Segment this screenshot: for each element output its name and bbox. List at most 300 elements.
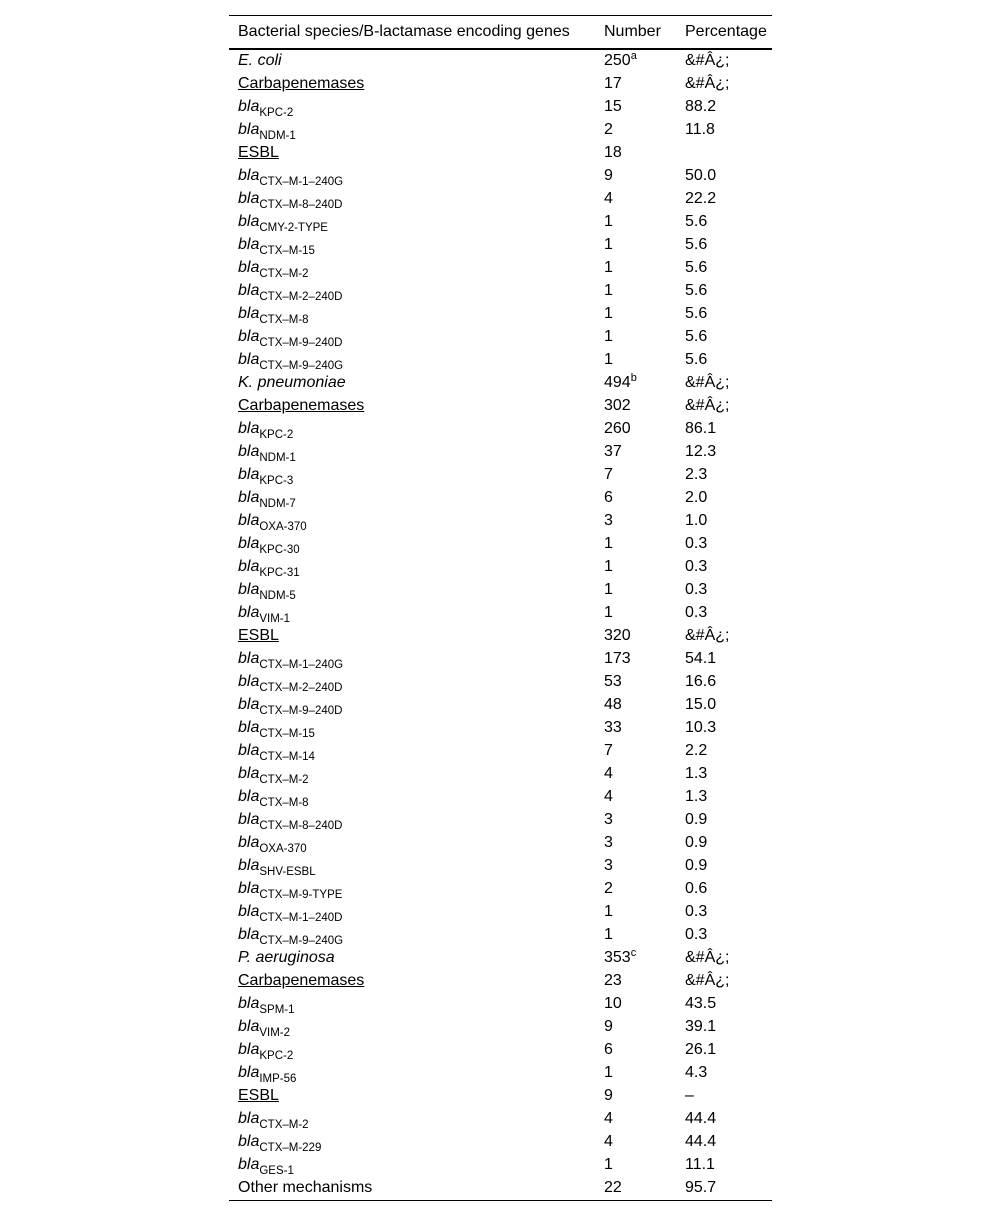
gene-variant-subscript: CTX–M-9–240G	[259, 360, 344, 372]
percentage-cell: 5.6	[685, 282, 708, 299]
percentage-cell: &#Â¿;	[685, 75, 730, 92]
number-cell	[595, 349, 676, 372]
gene-variant-subscript: CTX–M-14	[259, 751, 315, 763]
number-cell	[595, 855, 676, 878]
gene-cell	[229, 349, 595, 372]
table-row	[229, 96, 772, 119]
group-label: ESBL	[238, 627, 279, 644]
percentage-cell: 5.6	[685, 236, 708, 253]
gene-cell	[229, 786, 595, 809]
gene-cell	[229, 1016, 595, 1039]
percentage-cell: 5.6	[685, 328, 708, 345]
gene-prefix: bla	[238, 857, 260, 874]
gene-variant-subscript: CTX–M-1–240G	[259, 659, 344, 671]
gene-prefix: bla	[238, 512, 260, 529]
table-row	[229, 487, 772, 510]
number-cell	[595, 211, 676, 234]
gene-variant-subscript: CTX–M-8	[259, 314, 309, 326]
resistance-genes-table	[229, 15, 772, 1201]
percentage-cell: 2.0	[685, 489, 708, 506]
gene-variant-subscript: CTX–M-2–240D	[259, 682, 343, 694]
number-value: 4	[604, 765, 613, 782]
table-row	[229, 395, 772, 418]
table-row	[229, 671, 772, 694]
number-value: 1	[604, 604, 613, 621]
number-cell	[595, 234, 676, 257]
number-value: 4	[604, 190, 613, 207]
number-value: 4	[604, 1110, 613, 1127]
gene-cell	[229, 165, 595, 188]
gene-cell	[229, 556, 595, 579]
gene-cell	[229, 1108, 595, 1131]
table-row	[229, 119, 772, 142]
number-cell	[595, 96, 676, 119]
gene-cell	[229, 740, 595, 763]
number-value: 9	[604, 1087, 613, 1104]
number-cell	[595, 1085, 676, 1108]
number-value: 1	[604, 351, 613, 368]
species-cell	[229, 947, 595, 970]
number-cell	[595, 257, 676, 280]
number-cell	[595, 579, 676, 602]
number-cell	[595, 832, 676, 855]
number-value: 3	[604, 811, 613, 828]
table-row	[229, 211, 772, 234]
table-row	[229, 694, 772, 717]
table-row	[229, 717, 772, 740]
table-row	[229, 878, 772, 901]
percentage-cell: 5.6	[685, 213, 708, 230]
gene-cell	[229, 257, 595, 280]
gene-variant-subscript: NDM-5	[259, 590, 296, 602]
gene-variant-subscript: IMP-56	[259, 1073, 297, 1085]
species-name: E. coli	[238, 52, 282, 69]
number-cell	[595, 1131, 676, 1154]
gene-prefix: bla	[238, 673, 260, 690]
footnote-mark: c	[630, 947, 637, 959]
group-cell	[229, 73, 595, 96]
gene-prefix: bla	[238, 788, 260, 805]
number-cell	[595, 119, 676, 142]
gene-prefix: bla	[238, 903, 260, 920]
number-cell	[595, 1039, 676, 1062]
percentage-cell: &#Â¿;	[685, 397, 730, 414]
number-value: 3	[604, 857, 613, 874]
gene-prefix: bla	[238, 443, 260, 460]
gene-variant-subscript: SPM-1	[259, 1004, 295, 1016]
table-row	[229, 510, 772, 533]
number-value: 3	[604, 512, 613, 529]
number-value: 2	[604, 880, 613, 897]
table-row	[229, 1177, 772, 1201]
table-row	[229, 579, 772, 602]
gene-variant-subscript: CTX–M-2–240D	[259, 291, 343, 303]
number-value: 48	[604, 696, 622, 713]
gene-cell	[229, 533, 595, 556]
number-cell	[595, 510, 676, 533]
number-cell	[595, 280, 676, 303]
gene-cell	[229, 648, 595, 671]
table-row	[229, 993, 772, 1016]
gene-variant-subscript: CTX–M-8–240D	[259, 820, 343, 832]
group-cell	[229, 142, 595, 165]
gene-variant-subscript: CTX–M-9-TYPE	[259, 889, 343, 901]
number-cell	[595, 671, 676, 694]
gene-prefix: bla	[238, 328, 260, 345]
table-row	[229, 1039, 772, 1062]
number-value: 23	[604, 972, 622, 989]
number-value: 1	[604, 581, 613, 598]
percentage-cell: 0.3	[685, 903, 708, 920]
table-row	[229, 556, 772, 579]
footnote-mark: a	[630, 50, 637, 62]
percentage-cell	[676, 142, 772, 165]
row-label: Other mechanisms	[238, 1179, 373, 1196]
group-label: ESBL	[238, 144, 279, 161]
percentage-cell: 11.8	[685, 121, 715, 138]
percentage-cell: 5.6	[685, 305, 708, 322]
species-cell	[229, 49, 595, 73]
percentage-cell: &#Â¿;	[685, 949, 730, 966]
number-value: 2	[604, 121, 613, 138]
percentage-cell: 16.6	[685, 673, 717, 690]
table-row	[229, 1062, 772, 1085]
number-value: 9	[604, 1018, 613, 1035]
number-value: 1	[604, 259, 613, 276]
gene-prefix: bla	[238, 696, 260, 713]
number-cell	[595, 142, 676, 165]
gene-prefix: bla	[238, 1156, 260, 1173]
percentage-cell: 0.3	[685, 604, 708, 621]
gene-variant-subscript: OXA-370	[259, 521, 307, 533]
gene-cell	[229, 878, 595, 901]
percentage-cell: 39.1	[685, 1018, 717, 1035]
number-cell	[595, 73, 676, 96]
gene-cell	[229, 487, 595, 510]
percentage-cell: 4.3	[685, 1064, 708, 1081]
number-cell	[595, 602, 676, 625]
percentage-cell: 15.0	[685, 696, 717, 713]
number-cell	[595, 1108, 676, 1131]
footnote-mark: b	[630, 372, 637, 384]
gene-prefix: bla	[238, 305, 260, 322]
number-cell	[595, 924, 676, 947]
gene-cell	[229, 671, 595, 694]
gene-prefix: bla	[238, 581, 260, 598]
gene-variant-subscript: KPC-2	[259, 1050, 294, 1062]
gene-cell	[229, 1154, 595, 1177]
gene-prefix: bla	[238, 351, 260, 368]
table-row	[229, 625, 772, 648]
percentage-cell: 0.3	[685, 535, 708, 552]
gene-variant-subscript: CTX–M-8	[259, 797, 309, 809]
gene-cell	[229, 855, 595, 878]
number-value: 353	[604, 949, 631, 966]
number-value: 1	[604, 213, 613, 230]
gene-variant-subscript: CTX–M-1–240G	[259, 176, 344, 188]
number-cell	[595, 165, 676, 188]
gene-prefix: bla	[238, 1110, 260, 1127]
gene-prefix: bla	[238, 259, 260, 276]
gene-variant-subscript: CTX–M-2	[259, 1119, 309, 1131]
gene-prefix: bla	[238, 811, 260, 828]
table-row	[229, 280, 772, 303]
gene-variant-subscript: CTX–M-9–240G	[259, 935, 344, 947]
gene-prefix: bla	[238, 466, 260, 483]
table-row	[229, 648, 772, 671]
number-value: 18	[604, 144, 622, 161]
gene-cell	[229, 303, 595, 326]
gene-prefix: bla	[238, 535, 260, 552]
number-value: 3	[604, 834, 613, 851]
gene-cell	[229, 924, 595, 947]
number-value: 37	[604, 443, 622, 460]
percentage-cell: 5.6	[685, 259, 708, 276]
percentage-cell: 11.1	[685, 1156, 715, 1173]
number-value: 173	[604, 650, 631, 667]
number-value: 7	[604, 466, 613, 483]
number-cell	[595, 441, 676, 464]
plain-cell	[229, 1177, 595, 1201]
gene-variant-subscript: CTX–M-15	[259, 245, 315, 257]
gene-cell	[229, 602, 595, 625]
number-value: 15	[604, 98, 622, 115]
percentage-cell: &#Â¿;	[685, 972, 730, 989]
number-cell	[595, 464, 676, 487]
number-cell	[595, 1154, 676, 1177]
gene-cell	[229, 510, 595, 533]
number-cell	[595, 372, 676, 395]
number-cell	[595, 717, 676, 740]
number-cell	[595, 947, 676, 970]
table-row	[229, 49, 772, 73]
gene-prefix: bla	[238, 650, 260, 667]
table-header	[229, 16, 772, 50]
percentage-cell: &#Â¿;	[685, 52, 730, 69]
table-row	[229, 602, 772, 625]
number-value: 1	[604, 236, 613, 253]
percentage-cell: 0.3	[685, 926, 708, 943]
number-cell	[595, 786, 676, 809]
gene-variant-subscript: KPC-3	[259, 475, 294, 487]
table-row	[229, 947, 772, 970]
gene-cell	[229, 993, 595, 1016]
percentage-cell: 2.2	[685, 742, 708, 759]
gene-prefix: bla	[238, 880, 260, 897]
gene-cell	[229, 211, 595, 234]
gene-variant-subscript: KPC-30	[259, 544, 300, 556]
gene-prefix: bla	[238, 1064, 260, 1081]
gene-prefix: bla	[238, 742, 260, 759]
gene-cell	[229, 119, 595, 142]
percentage-cell: 44.4	[685, 1133, 717, 1150]
number-cell	[595, 303, 676, 326]
table-row	[229, 73, 772, 96]
header-species-genes: Bacterial species/B-lactamase encoding genes	[229, 16, 595, 50]
percentage-cell: 1.3	[685, 788, 708, 805]
gene-prefix: bla	[238, 604, 260, 621]
gene-prefix: bla	[238, 121, 260, 138]
percentage-cell: 12.3	[685, 443, 717, 460]
header-row	[229, 16, 772, 50]
number-cell	[595, 1177, 676, 1201]
group-cell	[229, 395, 595, 418]
group-cell	[229, 625, 595, 648]
gene-cell	[229, 832, 595, 855]
percentage-cell: 43.5	[685, 995, 717, 1012]
gene-variant-subscript: CTX–M-9–240D	[259, 337, 343, 349]
percentage-cell: 0.3	[685, 581, 708, 598]
gene-cell	[229, 418, 595, 441]
percentage-cell: 88.2	[685, 98, 717, 115]
gene-cell	[229, 464, 595, 487]
table-row	[229, 188, 772, 211]
gene-prefix: bla	[238, 236, 260, 253]
group-cell	[229, 1085, 595, 1108]
number-value: 22	[604, 1179, 622, 1196]
table-row	[229, 257, 772, 280]
table-row	[229, 740, 772, 763]
group-label: Carbapenemases	[238, 75, 365, 92]
number-cell	[595, 763, 676, 786]
gene-variant-subscript: KPC-31	[259, 567, 300, 579]
gene-variant-subscript: NDM-7	[259, 498, 296, 510]
gene-variant-subscript: CTX–M-1–240D	[259, 912, 343, 924]
table-row	[229, 349, 772, 372]
table-row	[229, 234, 772, 257]
gene-prefix: bla	[238, 995, 260, 1012]
number-value: 33	[604, 719, 622, 736]
gene-prefix: bla	[238, 213, 260, 230]
number-value: 7	[604, 742, 613, 759]
gene-prefix: bla	[238, 282, 260, 299]
percentage-cell: 1.3	[685, 765, 708, 782]
number-value: 302	[604, 397, 631, 414]
gene-cell	[229, 579, 595, 602]
number-value: 1	[604, 305, 613, 322]
number-value: 1	[604, 926, 613, 943]
gene-variant-subscript: OXA-370	[259, 843, 307, 855]
gene-cell	[229, 1131, 595, 1154]
group-cell	[229, 970, 595, 993]
table-row	[229, 1154, 772, 1177]
gene-variant-subscript: CTX–M-2	[259, 774, 309, 786]
percentage-cell: &#Â¿;	[685, 627, 730, 644]
gene-variant-subscript: NDM-1	[259, 130, 296, 142]
table-row	[229, 855, 772, 878]
gene-cell	[229, 280, 595, 303]
table-row	[229, 763, 772, 786]
table-row	[229, 901, 772, 924]
table-row	[229, 924, 772, 947]
gene-cell	[229, 763, 595, 786]
number-value: 1	[604, 1156, 613, 1173]
gene-variant-subscript: NDM-1	[259, 452, 296, 464]
species-name: P. aeruginosa	[238, 949, 335, 966]
percentage-cell: 0.6	[685, 880, 708, 897]
number-cell	[595, 1016, 676, 1039]
number-value: 4	[604, 1133, 613, 1150]
gene-variant-subscript: KPC-2	[259, 429, 294, 441]
gene-cell	[229, 441, 595, 464]
percentage-cell: 54.1	[685, 650, 717, 667]
gene-prefix: bla	[238, 926, 260, 943]
gene-variant-subscript: VIM-1	[259, 613, 291, 625]
percentage-cell: 10.3	[685, 719, 717, 736]
gene-cell	[229, 901, 595, 924]
percentage-cell: 1.0	[685, 512, 708, 529]
number-cell	[595, 418, 676, 441]
number-cell	[595, 1062, 676, 1085]
number-cell	[595, 648, 676, 671]
number-value: 4	[604, 788, 613, 805]
percentage-cell: 0.9	[685, 857, 708, 874]
gene-prefix: bla	[238, 765, 260, 782]
percentage-cell: 22.2	[685, 190, 717, 207]
number-value: 9	[604, 167, 613, 184]
number-cell	[595, 809, 676, 832]
table-row	[229, 1131, 772, 1154]
number-cell	[595, 901, 676, 924]
species-cell	[229, 372, 595, 395]
table-row	[229, 1108, 772, 1131]
group-label: Carbapenemases	[238, 972, 365, 989]
number-value: 17	[604, 75, 622, 92]
number-value: 53	[604, 673, 622, 690]
number-cell	[595, 993, 676, 1016]
number-cell	[595, 326, 676, 349]
percentage-cell: 44.4	[685, 1110, 717, 1127]
percentage-cell: 26.1	[685, 1041, 717, 1058]
number-cell	[595, 487, 676, 510]
table-row	[229, 1016, 772, 1039]
gene-variant-subscript: CTX–M-15	[259, 728, 315, 740]
number-cell	[595, 740, 676, 763]
gene-cell	[229, 326, 595, 349]
number-value: 260	[604, 420, 631, 437]
gene-prefix: bla	[238, 558, 260, 575]
gene-prefix: bla	[238, 1018, 260, 1035]
header-number: Number	[595, 16, 676, 50]
number-cell	[595, 188, 676, 211]
number-value: 6	[604, 1041, 613, 1058]
percentage-cell: 0.9	[685, 834, 708, 851]
gene-variant-subscript: SHV-ESBL	[259, 866, 316, 878]
number-cell	[595, 49, 676, 73]
gene-cell	[229, 717, 595, 740]
number-cell	[595, 533, 676, 556]
gene-prefix: bla	[238, 167, 260, 184]
gene-cell	[229, 809, 595, 832]
table-row	[229, 165, 772, 188]
gene-cell	[229, 96, 595, 119]
species-name: K. pneumoniae	[238, 374, 346, 391]
gene-variant-subscript: VIM-2	[259, 1027, 291, 1039]
number-cell	[595, 694, 676, 717]
gene-cell	[229, 694, 595, 717]
number-value: 250	[604, 52, 631, 69]
table-row	[229, 441, 772, 464]
percentage-cell: 50.0	[685, 167, 717, 184]
group-label: ESBL	[238, 1087, 279, 1104]
percentage-cell: 95.7	[676, 1177, 772, 1201]
table-row	[229, 832, 772, 855]
group-label: Carbapenemases	[238, 397, 365, 414]
number-value: 1	[604, 1064, 613, 1081]
percentage-cell: &#Â¿;	[685, 374, 730, 391]
gene-cell	[229, 188, 595, 211]
percentage-cell: –	[685, 1087, 694, 1104]
